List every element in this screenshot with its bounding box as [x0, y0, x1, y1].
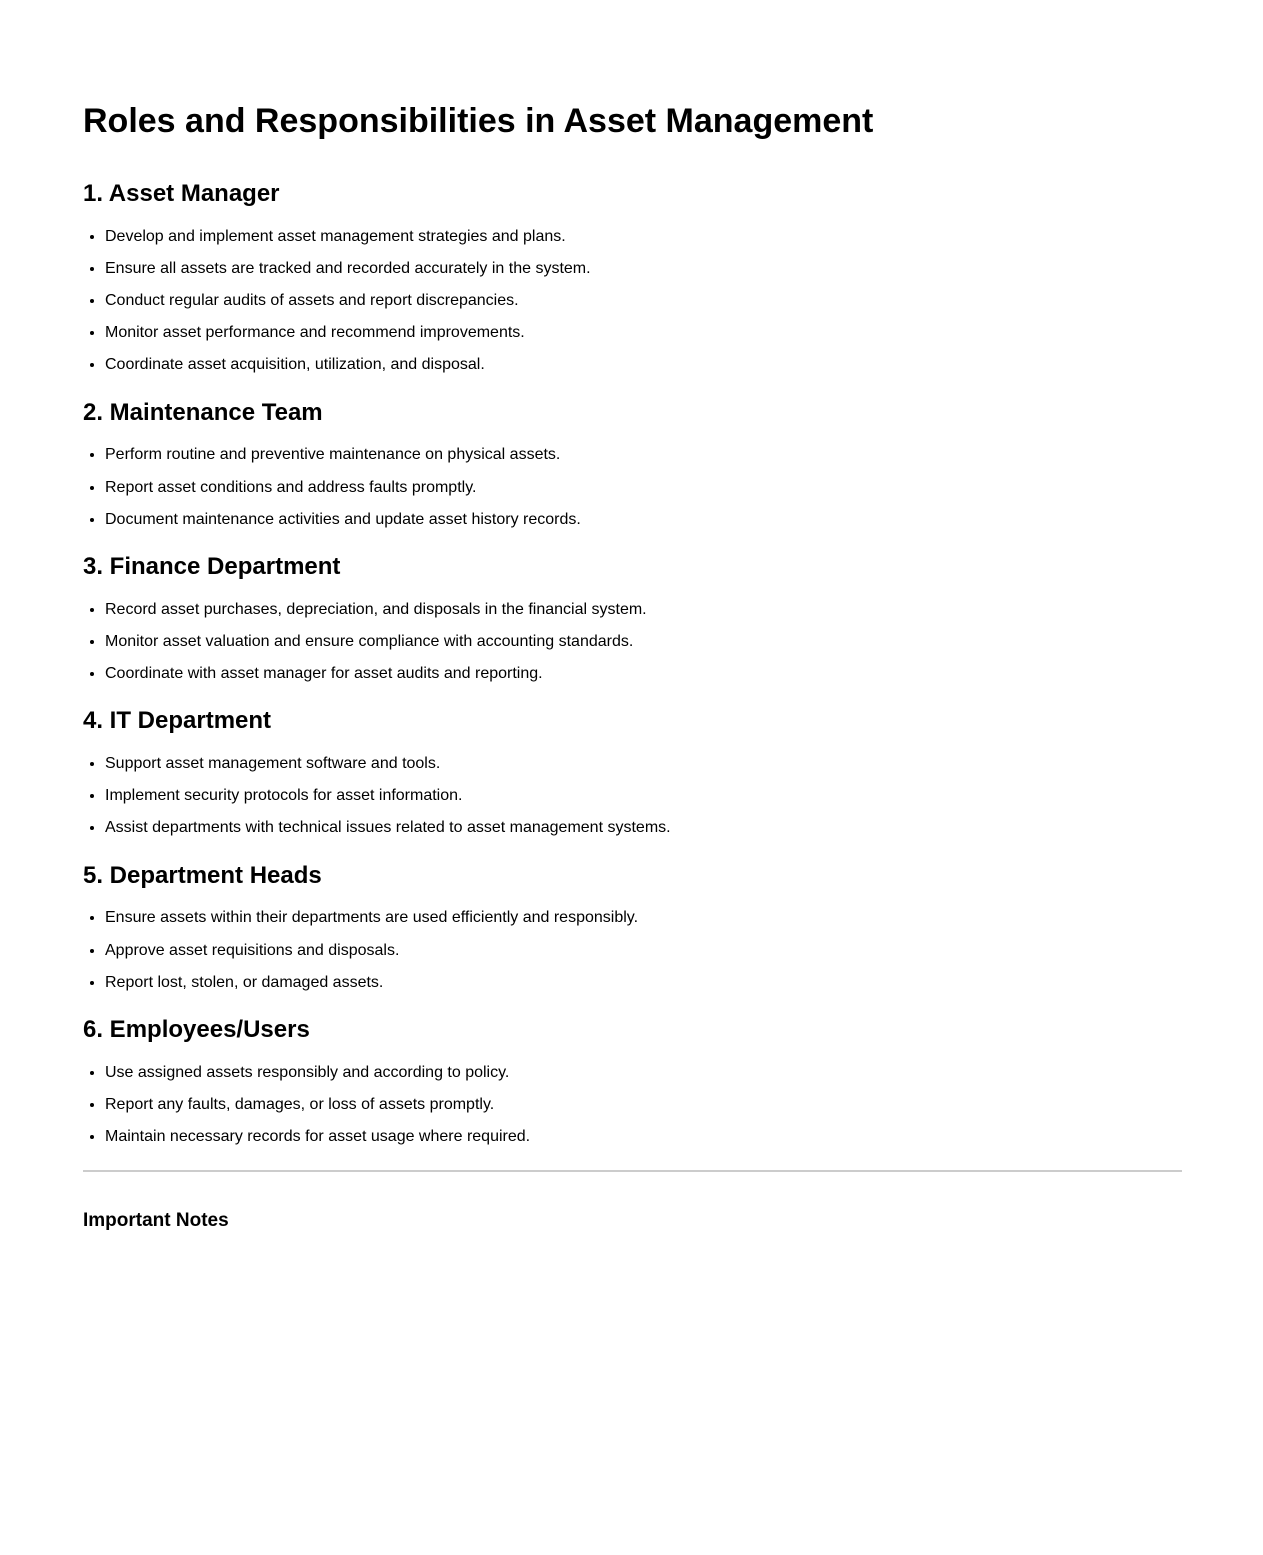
section-list — [83, 227, 1182, 375]
list-item: • Assist departments with technical issues related to asset management systems. — [105, 818, 1182, 837]
list-item: • Support asset management software and tools. — [105, 754, 1182, 773]
list-item: • Monitor asset performance and recommend improvements. — [105, 323, 1182, 342]
section-heading: 6. Employees/Users — [83, 1015, 310, 1043]
list-item: • Record asset purchases, depreciation, and disposals in the financial system. — [105, 600, 1182, 619]
list-item: • Maintain necessary records for asset usage where required. — [105, 1127, 1182, 1146]
section-it-department — [83, 707, 1182, 837]
section-heading: 5. Department Heads — [83, 861, 322, 889]
list-item: • Monitor asset valuation and ensure compliance with accounting standards. — [105, 632, 1182, 651]
section-list — [83, 908, 1182, 992]
section-list — [83, 600, 1182, 684]
section-heading: 4. IT Department — [83, 707, 272, 735]
section-maintenance-team — [83, 399, 1182, 529]
list-item: • Develop and implement asset management strategies and plans. — [105, 227, 1182, 246]
list-item: • Perform routine and preventive maintenance on physical assets. — [105, 445, 1182, 464]
section-finance-department — [83, 553, 1182, 683]
list-item: • Conduct regular audits of assets and report discrepancies. — [105, 291, 1182, 310]
divider — [83, 1170, 1182, 1172]
list-item: • Coordinate with asset manager for asset audits and reporting. — [105, 664, 1182, 683]
section-heading: 2. Maintenance Team — [83, 398, 323, 426]
list-item: • Report asset conditions and address faults promptly. — [105, 478, 1182, 497]
section-heading: 1. Asset Manager — [83, 179, 280, 207]
list-item: • Ensure all assets are tracked and recorded accurately in the system. — [105, 259, 1182, 278]
list-item: • Coordinate asset acquisition, utilization, and disposal. — [105, 355, 1182, 374]
list-item: • Ensure assets within their departments are used efficiently and responsibly. — [105, 908, 1182, 927]
section-heading: 3. Finance Department — [83, 552, 341, 580]
section-employees-users — [83, 1016, 1182, 1146]
list-item: • Use assigned assets responsibly and according to policy. — [105, 1063, 1182, 1082]
footer-heading-clipped: Important Notes — [83, 1210, 229, 1232]
section-department-heads — [83, 862, 1182, 992]
list-item: • Document maintenance activities and update asset history records. — [105, 510, 1182, 529]
list-item: • Implement security protocols for asset information. — [105, 786, 1182, 805]
list-item: • Approve asset requisitions and disposals. — [105, 941, 1182, 960]
section-list — [83, 1063, 1182, 1147]
page-title: Roles and Responsibilities in Asset Management — [83, 102, 874, 140]
list-item: • Report any faults, damages, or loss of assets promptly. — [105, 1095, 1182, 1114]
list-item: • Report lost, stolen, or damaged assets. — [105, 973, 1182, 992]
section-list — [83, 445, 1182, 529]
section-asset-manager — [83, 180, 1182, 375]
section-list — [83, 754, 1182, 838]
